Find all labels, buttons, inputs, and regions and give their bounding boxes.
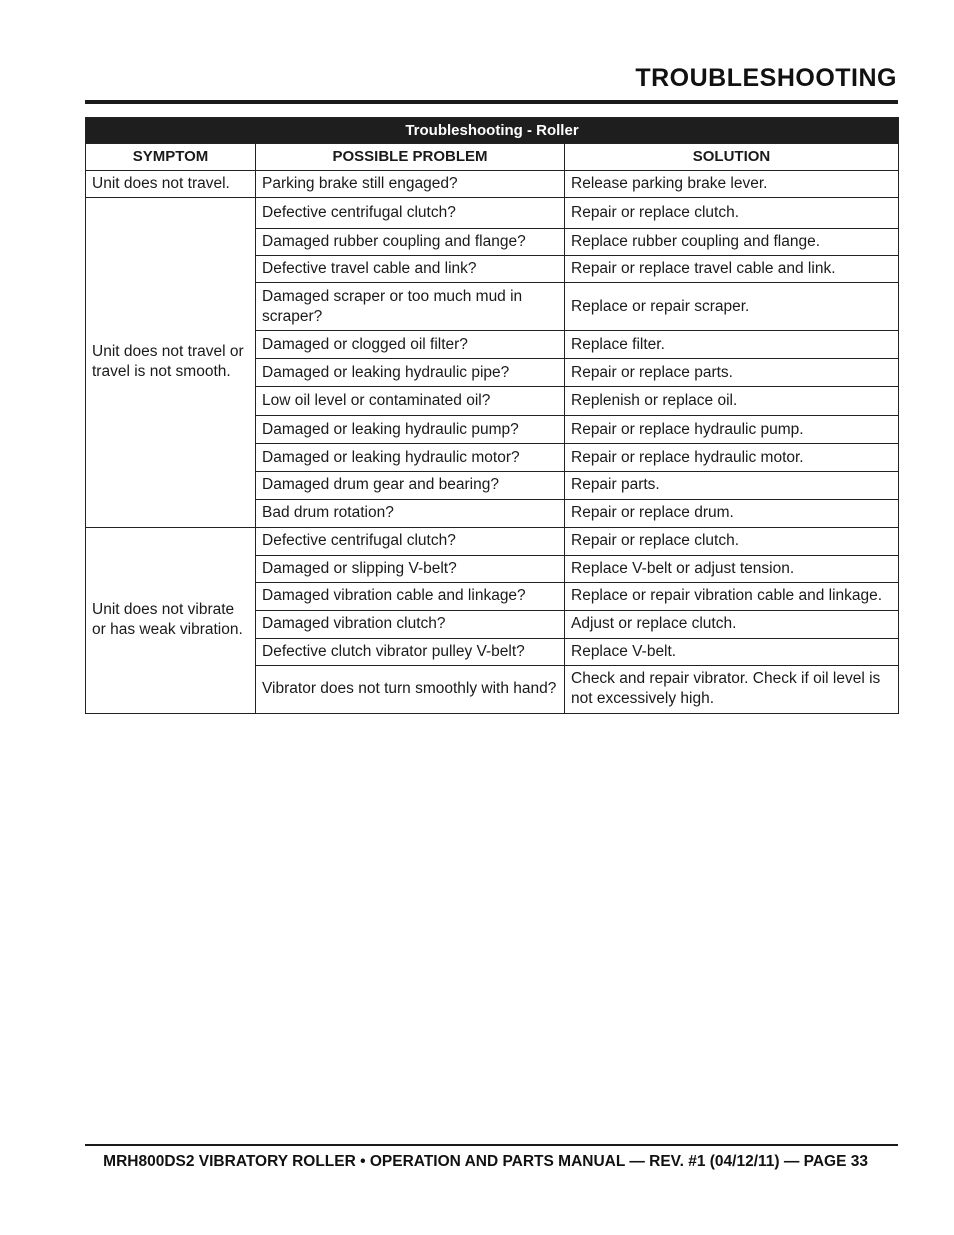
table-row (86, 198, 899, 229)
problem-cell: Defective centrifugal clutch? (256, 527, 565, 555)
problem-cell: Low oil level or contaminated oil? (256, 387, 565, 416)
symptom-cell: Unit does not travel or travel is not smooth. (86, 198, 256, 527)
solution-cell: Repair or replace clutch. (565, 527, 899, 555)
solution-cell: Replace V-belt. (565, 638, 899, 665)
problem-cell: Bad drum rotation? (256, 499, 565, 527)
problem-cell: Defective clutch vibrator pulley V-belt? (256, 638, 565, 665)
solution-cell: Repair or replace hydraulic pump. (565, 416, 899, 444)
page-title: TROUBLESHOOTING (635, 64, 897, 92)
solution-cell: Replenish or replace oil. (565, 387, 899, 416)
solution-cell: Repair or replace clutch. (565, 198, 899, 229)
solution-cell: Repair or replace drum. (565, 499, 899, 527)
problem-cell: Damaged or clogged oil filter? (256, 331, 565, 359)
problem-cell: Damaged scraper or too much mud in scraper? (256, 283, 565, 331)
column-header-possible-problem: POSSIBLE PROBLEM (256, 144, 565, 171)
problem-cell: Defective centrifugal clutch? (256, 198, 565, 229)
solution-cell: Check and repair vibrator. Check if oil level is not excessively high. (565, 665, 899, 713)
page-footer: MRH800DS2 VIBRATORY ROLLER • OPERATION AND PARTS MANUAL — REV. #1 (04/12/11) — PAGE 33 (103, 1153, 868, 1170)
table-row (86, 527, 899, 555)
problem-cell: Damaged or leaking hydraulic motor? (256, 444, 565, 472)
footer-divider (85, 1144, 898, 1146)
solution-cell: Replace rubber coupling and flange. (565, 229, 899, 256)
problem-cell: Damaged vibration cable and linkage? (256, 582, 565, 610)
problem-cell: Damaged or slipping V-belt? (256, 555, 565, 582)
table-caption: Troubleshooting - Roller (86, 118, 899, 144)
solution-cell: Repair or replace hydraulic motor. (565, 444, 899, 472)
solution-cell: Adjust or replace clutch. (565, 610, 899, 638)
problem-cell: Damaged vibration clutch? (256, 610, 565, 638)
solution-cell: Repair parts. (565, 472, 899, 499)
problem-cell: Damaged drum gear and bearing? (256, 472, 565, 499)
solution-cell: Replace or repair vibration cable and linkage. (565, 582, 899, 610)
problem-cell: Damaged or leaking hydraulic pipe? (256, 359, 565, 387)
solution-cell: Replace filter. (565, 331, 899, 359)
solution-cell: Replace V-belt or adjust tension. (565, 555, 899, 582)
column-header-symptom: SYMPTOM (86, 144, 256, 171)
column-header-solution: SOLUTION (565, 144, 899, 171)
problem-cell: Parking brake still engaged? (256, 171, 565, 198)
solution-cell: Release parking brake lever. (565, 171, 899, 198)
problem-cell: Damaged rubber coupling and flange? (256, 229, 565, 256)
solution-cell: Repair or replace parts. (565, 359, 899, 387)
problem-cell: Vibrator does not turn smoothly with hand? (256, 665, 565, 713)
problem-cell: Damaged or leaking hydraulic pump? (256, 416, 565, 444)
symptom-cell: Unit does not vibrate or has weak vibration. (86, 527, 256, 713)
troubleshooting-table (85, 117, 899, 714)
table-row (86, 171, 899, 198)
title-divider (85, 100, 898, 104)
solution-cell: Replace or repair scraper. (565, 283, 899, 331)
symptom-cell: Unit does not travel. (86, 171, 256, 198)
solution-cell: Repair or replace travel cable and link. (565, 256, 899, 283)
problem-cell: Defective travel cable and link? (256, 256, 565, 283)
